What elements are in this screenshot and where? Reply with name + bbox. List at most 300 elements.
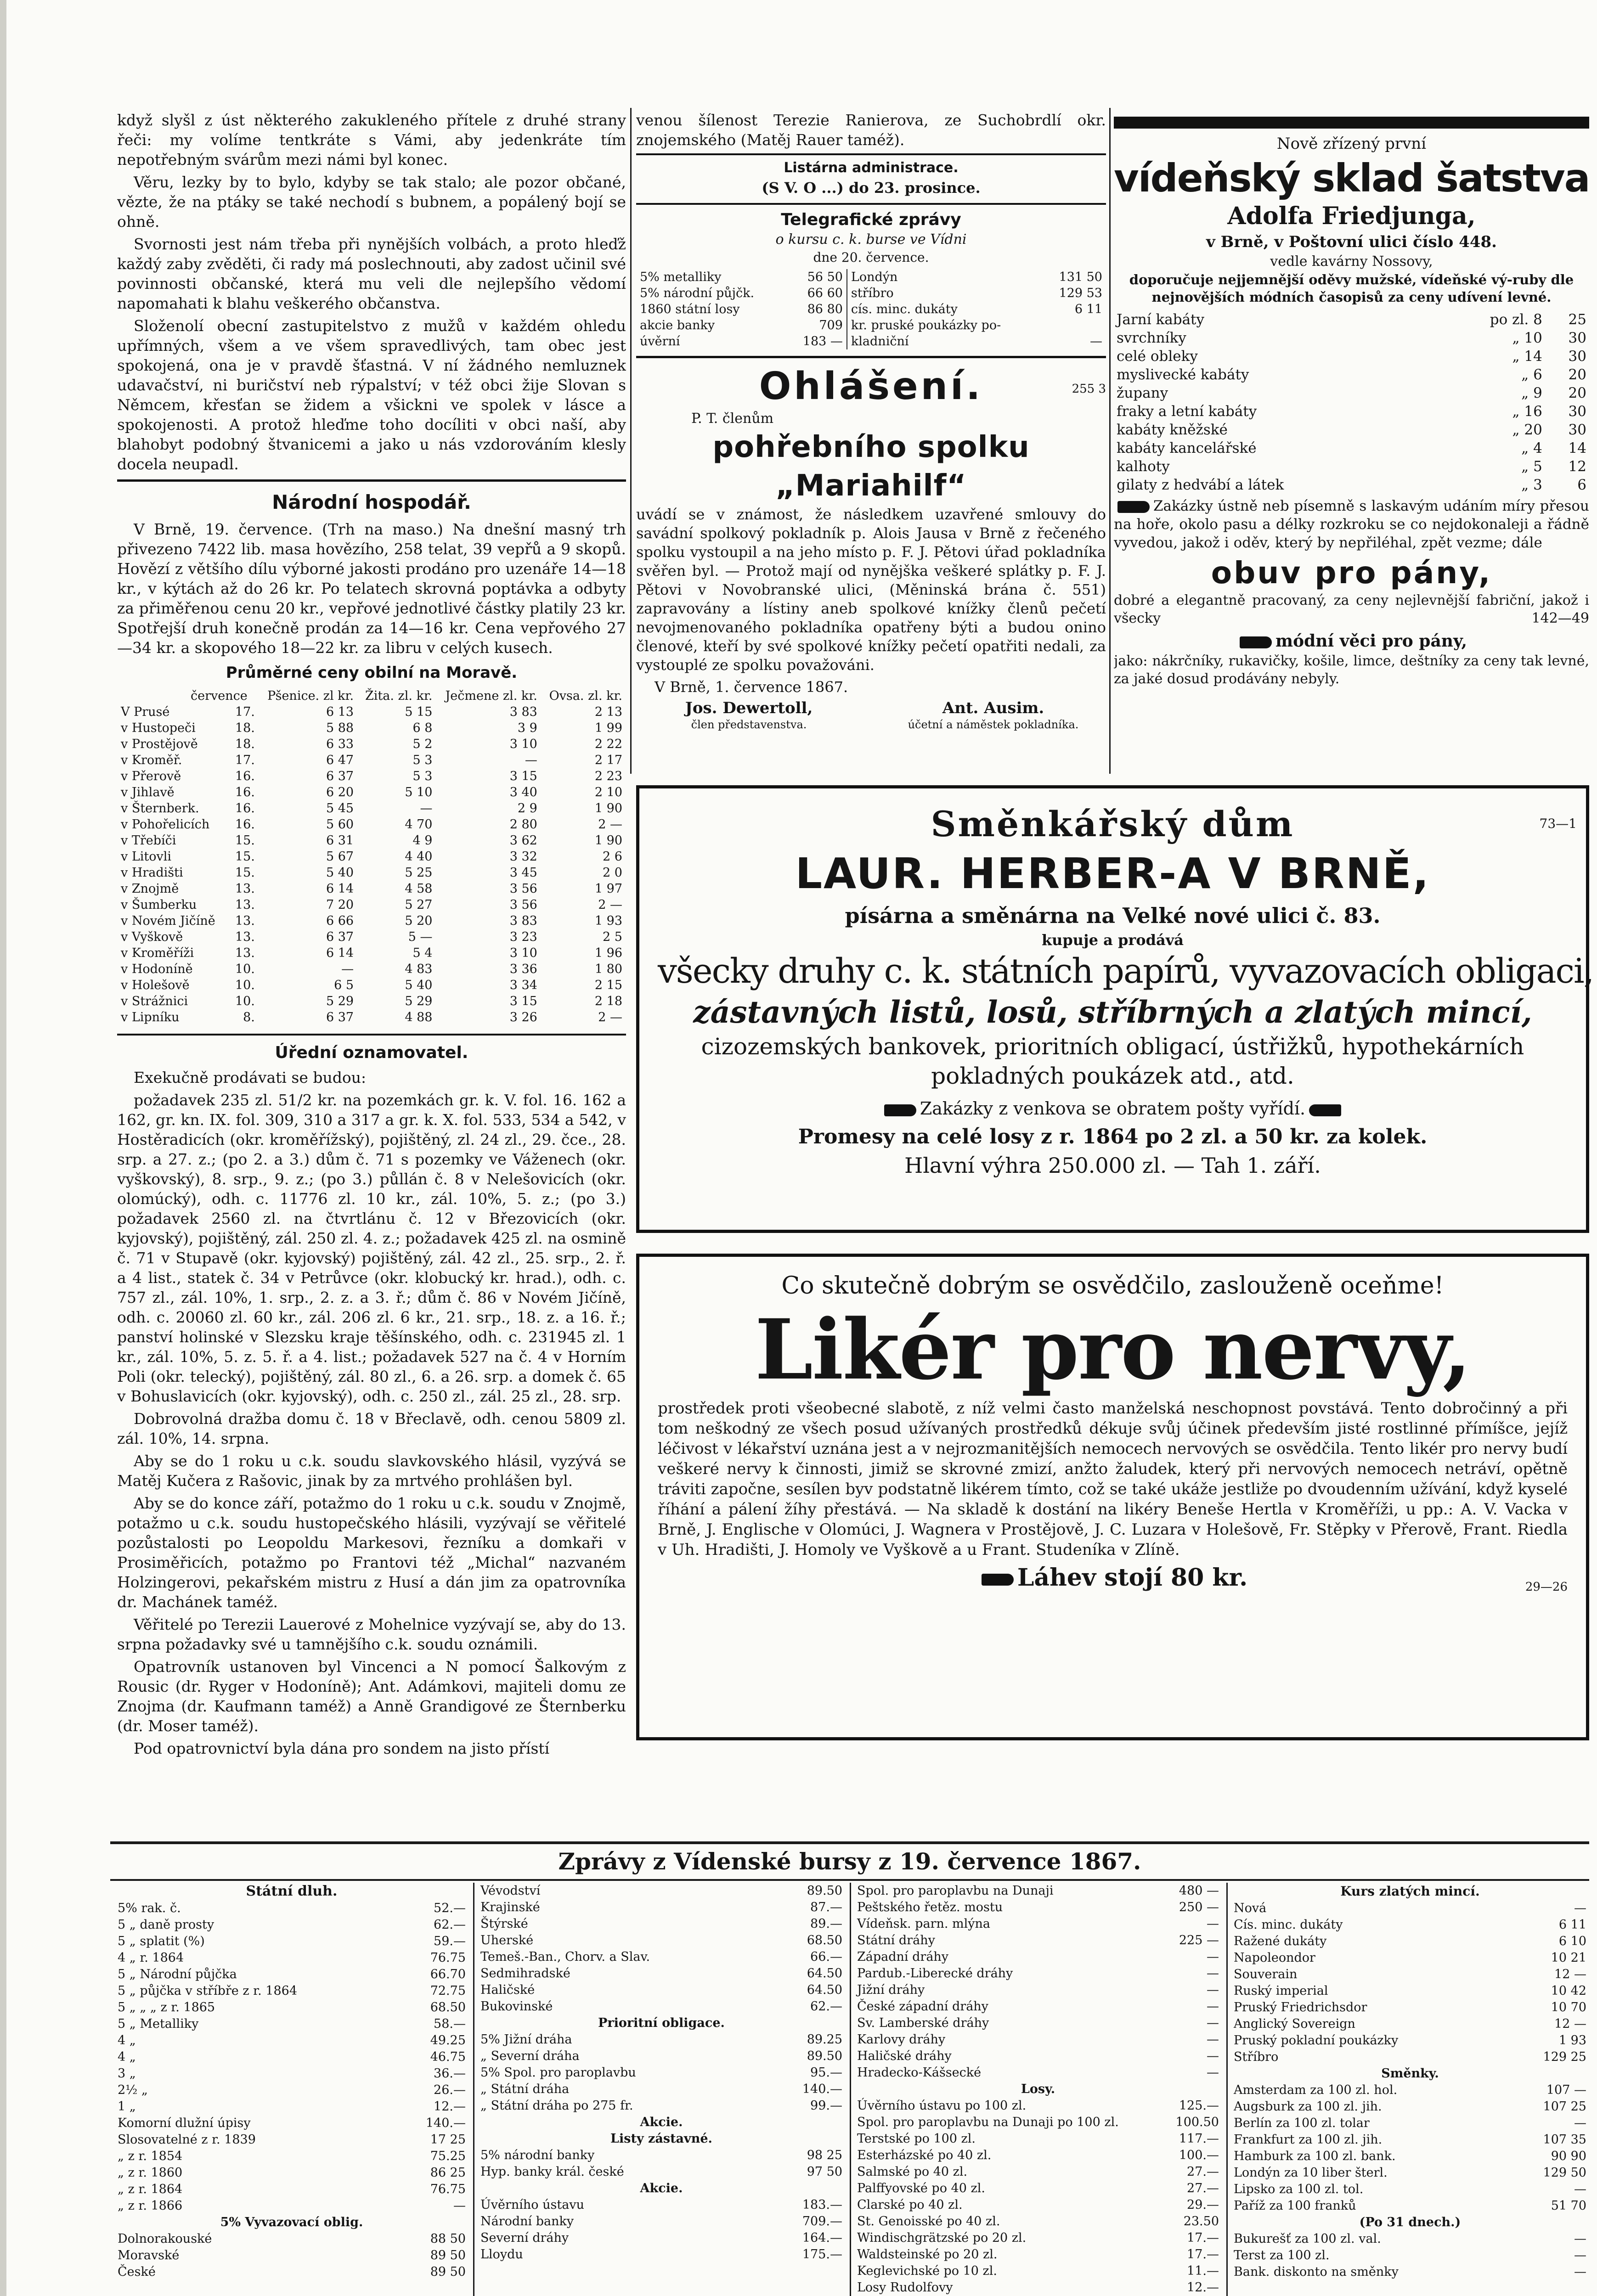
bursa-value: 66.70	[430, 1967, 466, 1981]
telegraph-cell: 5% metalliky	[640, 270, 722, 284]
bursa-row	[478, 2197, 845, 2213]
grain-price-cell: 6 37	[326, 930, 354, 944]
grain-price-cell: 5 45	[326, 801, 354, 816]
grain-price-cell: 1 97	[594, 882, 622, 896]
column-rule	[1109, 108, 1111, 774]
bursa-label: 5 „ Metalliky	[118, 2017, 199, 2031]
section-divider	[636, 356, 1106, 358]
bursa-row	[115, 2264, 468, 2280]
clothing-item-cell: „ 6	[1521, 366, 1542, 383]
bursa-value: —	[1574, 2116, 1586, 2130]
telegraph-cell: 66 60	[788, 285, 847, 301]
grain-price-cell: v Kroměříži	[121, 946, 194, 960]
grain-price-row	[117, 833, 626, 849]
grain-price-row	[117, 849, 626, 865]
bursa-row	[115, 2099, 468, 2115]
bursa-row	[478, 2164, 845, 2180]
grain-price-cell: 2 9	[517, 801, 537, 816]
clothing-item-cell: „ 3	[1521, 477, 1542, 493]
grain-price-cell: v Lipníku	[121, 1010, 180, 1024]
place-date: V Brně, 1. července 1867.	[655, 678, 848, 696]
bursa-label: České západní dráhy	[857, 1999, 988, 2014]
grain-price-cell: 3 56	[509, 882, 537, 896]
bursa-column-2	[478, 1883, 845, 2296]
telegraph-cell: 5% národní půjčk.	[640, 286, 755, 300]
telegraph-cell: Londýn	[851, 270, 898, 284]
grain-price-cell: 5 20	[405, 914, 433, 928]
clothing-item-cell: 14	[1568, 440, 1586, 456]
bursa-label: Státní dráhy	[857, 1933, 935, 1947]
bursa-label: Losy Rudolfovy	[857, 2280, 953, 2295]
grain-price-row	[117, 977, 626, 993]
kupuje-prodava: kupuje a prodává	[1041, 931, 1184, 949]
uredni-paragraph: Dobrovolná dražba domu č. 18 v Břeclavě, odh. cenou 5809 zl. zál. 10%, 14. srpna.	[117, 1410, 626, 1447]
smenkarsky-zakazky	[658, 1094, 1568, 1123]
bursa-value: 117.—	[1179, 2132, 1219, 2146]
bursa-label: Lloydu	[480, 2247, 523, 2262]
bursa-label: „ Státní dráha po 275 fr.	[480, 2099, 633, 2113]
bursa-label: Souverain	[1234, 1967, 1298, 1981]
bursa-value: 89.25	[807, 2032, 842, 2047]
bursa-value: 72.75	[430, 1984, 466, 1998]
bursa-row	[1231, 1966, 1589, 1983]
clothing-item-cell: 20	[1568, 385, 1586, 401]
bursa-value: 89.50	[807, 2049, 842, 2063]
clothing-item-cell: kabáty kancelářské	[1117, 440, 1257, 456]
grain-price-cell: v Šternberk.	[121, 801, 199, 816]
grain-price-cell: 1 80	[594, 962, 622, 976]
bursa-label: „ z r. 1860	[118, 2166, 183, 2180]
bursa-row	[854, 1916, 1222, 1932]
grain-price-cell: 1 93	[594, 914, 622, 928]
grain-price-cell: 2 18	[594, 994, 622, 1008]
bursa-value: 95.—	[810, 2065, 842, 2080]
grain-price-row	[117, 720, 626, 736]
grain-price-cell: 3 45	[509, 866, 537, 880]
bursa-row	[854, 2197, 1222, 2213]
bursa-row	[1231, 2082, 1589, 2099]
signature-1	[636, 698, 862, 732]
bursa-label: Severní dráhy	[480, 2231, 569, 2245]
uredni-oznamovatel-title: Úřední oznamovatel.	[275, 1043, 468, 1062]
bursa-row	[854, 2114, 1222, 2131]
ohlaseni-title: Ohlášení.	[759, 365, 983, 408]
grain-price-row	[117, 865, 626, 881]
kurs-mince-title: Kurs zlatých mincí.	[1340, 1884, 1480, 1899]
bursa-value: 12 —	[1554, 2017, 1586, 2031]
bursa-label: Jižní dráhy	[857, 1983, 925, 1997]
grain-price-cell: 3 62	[509, 833, 537, 848]
grain-price-cell: 3 9	[517, 721, 537, 735]
grain-price-cell: 5 15	[405, 705, 433, 719]
grain-price-cell: 16.	[235, 801, 255, 816]
smenkarsky-zakazky-text: Zakázky z venkova se obratem pošty vyřídí.	[920, 1098, 1306, 1119]
grain-price-table	[117, 688, 626, 1025]
grain-price-header	[117, 688, 626, 704]
bursa-value: 250 —	[1179, 1900, 1219, 1914]
bursa-row	[115, 1999, 468, 2016]
bursa-label: Spol. pro paroplavbu na Dunaji po 100 zl.	[857, 2115, 1119, 2129]
bursa-row	[478, 2032, 845, 2048]
grain-price-row	[117, 736, 626, 752]
grain-price-cell: 5 3	[412, 769, 433, 783]
bursa-label: Vévodství	[480, 1884, 541, 1898]
telegraph-row	[636, 301, 1106, 317]
bursa-row	[478, 2015, 845, 2032]
bursa-row	[854, 1965, 1222, 1982]
grain-price-cell: 3 26	[509, 1010, 537, 1024]
bursa-label: Spol. pro paroplavbu na Dunaji	[857, 1884, 1054, 1898]
bursa-label: Štýrské	[480, 1917, 528, 1931]
intro-paragraph-1: když slyšl z úst některého zakukleného přítele z druhé strany řeči: my volíme tentkráte s Vámi, aby jedenkráte tím nepotřebným svárům mezi námi byl konec.	[117, 111, 626, 169]
clothing-item-row	[1114, 439, 1589, 457]
bursa-row	[478, 1965, 845, 1982]
grain-price-cell: 6 20	[326, 785, 354, 799]
clothing-item-cell: 30	[1568, 403, 1586, 420]
bursa-label: Úvěrního ústavu po 100 zl.	[857, 2099, 1027, 2113]
bursa-label: Národní banky	[480, 2214, 574, 2228]
smenkarsky-dum-ad	[636, 785, 1594, 1233]
bursa-value: 10 21	[1551, 1951, 1586, 1965]
grain-price-cell: 4 9	[412, 833, 433, 848]
prumerne-ceny-title: Průměrné ceny obilní na Moravě.	[226, 664, 518, 682]
bursa-value: 59.—	[434, 1934, 466, 1948]
grain-price-cell: 6 37	[326, 1010, 354, 1024]
grain-price-cell: 2 13	[594, 705, 622, 719]
signature-1-name: Jos. Dewertoll,	[685, 699, 813, 717]
grain-price-cell: v Strážnici	[121, 994, 188, 1008]
bursa-label: Windischgrätzské po 20 zl.	[857, 2231, 1027, 2245]
bursa-row	[854, 1899, 1222, 1916]
bursa-label: „ Severní dráha	[480, 2049, 580, 2063]
grain-price-cell: 2 6	[603, 850, 622, 864]
bursa-value: 107 25	[1543, 2099, 1586, 2114]
bursa-label: 5 „ půjčka v stříbře z r. 1864	[118, 1984, 297, 1998]
bursa-value: —	[1574, 2232, 1586, 2246]
grain-price-cell: 5 —	[408, 930, 433, 944]
grain-price-cell: 10.	[235, 962, 255, 976]
bursa-title-rule	[110, 1879, 1589, 1881]
bursa-label: 5% rak. č.	[118, 1901, 181, 1915]
bursa-label: Napoleondor	[1234, 1951, 1315, 1965]
bursa-row	[1231, 2016, 1589, 2032]
bursa-title: Zprávy z Vídenské bursy z 19. července 1867.	[558, 1848, 1141, 1875]
bursa-label: Listy zástavné.	[610, 2132, 712, 2146]
grain-price-cell: 1 90	[594, 833, 622, 848]
smenkarsky-line-3: cizozemských bankovek, prioritních obligací, ústřižků, hypothekárních pokladných poukázek atd., atd.	[701, 1033, 1524, 1089]
bursa-label: Západní dráhy	[857, 1950, 949, 1964]
bursa-value: 164.—	[802, 2231, 842, 2245]
telegraph-row	[636, 317, 1106, 333]
bursa-label: Waldsteinské po 20 zl.	[857, 2247, 998, 2262]
bursa-row	[854, 2213, 1222, 2230]
telegraph-cell: 709	[788, 317, 847, 333]
grain-price-row	[117, 993, 626, 1009]
grain-price-cell: 4 58	[405, 882, 433, 896]
grain-price-cell: 6 66	[326, 914, 354, 928]
bursa-value: —	[1207, 2016, 1219, 2030]
bursa-value: —	[1207, 2065, 1219, 2080]
bursa-value: 88 50	[430, 2232, 466, 2246]
grain-price-cell: 6 37	[326, 769, 354, 783]
bursa-value: 107 35	[1543, 2133, 1586, 2147]
grain-price-cell: 7 20	[326, 898, 354, 912]
grain-price-row	[117, 704, 626, 720]
bursa-value: 99.—	[810, 2099, 842, 2113]
bursa-label: Směnky.	[1381, 2066, 1439, 2081]
bursa-value: 51 70	[1551, 2199, 1586, 2213]
bursa-row	[854, 1998, 1222, 2015]
bursa-row	[1231, 2032, 1589, 2049]
grain-price-cell: 3 32	[509, 850, 537, 864]
smenkarsky-address: písárna a směnárna na Velké nové ulici č. 83.	[845, 903, 1381, 928]
grain-price-cell: 2 5	[603, 930, 622, 944]
clothing-item-row	[1114, 347, 1589, 366]
grain-price-cell: 5 29	[326, 994, 354, 1008]
telegraph-row	[636, 285, 1106, 301]
section-divider	[636, 203, 1106, 205]
grain-price-cell: 6 14	[326, 882, 354, 896]
grain-price-cell: v Jihlavě	[121, 785, 175, 799]
bursa-value: 89 50	[430, 2248, 466, 2262]
clothing-item-cell: „ 20	[1512, 422, 1542, 438]
clothing-item-cell: myslivecké kabáty	[1117, 366, 1249, 383]
bursa-label: Cís. minc. dukáty	[1234, 1918, 1343, 1932]
grain-price-row	[117, 800, 626, 816]
grain-price-cell: 13.	[235, 898, 255, 912]
bursa-value: 6 11	[1558, 1918, 1586, 1932]
bursa-value: 46.75	[430, 2050, 466, 2064]
bursa-value: 17.—	[1187, 2231, 1219, 2245]
bursa-value: 175.—	[802, 2247, 842, 2262]
bursa-value: 62.—	[810, 1999, 842, 2014]
bursa-value: 64.50	[807, 1966, 842, 1981]
clothing-item-cell: „ 4	[1521, 440, 1542, 456]
bursa-label: Amsterdam za 100 zl. hol.	[1234, 2083, 1398, 2097]
bursa-label: Terstské po 100 zl.	[857, 2132, 976, 2146]
grain-price-cell: 16.	[235, 817, 255, 832]
hlavni-vyhra: Hlavní výhra 250.000 zl. — Tah 1. září.	[904, 1153, 1321, 1178]
clothing-price-table	[1114, 310, 1589, 494]
bursa-value: 709.—	[802, 2214, 842, 2228]
grain-price-cell: 5 60	[326, 817, 354, 832]
bursa-value: 12.—	[1187, 2280, 1219, 2295]
bursa-row	[478, 1899, 845, 1916]
owner-name: Adolfa Friedjunga,	[1227, 202, 1476, 230]
bursa-row	[1231, 2165, 1589, 2181]
grain-price-cell: 18.	[235, 737, 255, 751]
page-edge-left	[0, 0, 6, 2296]
pt-clenum: P. T. členům	[691, 411, 774, 427]
bursa-row	[1231, 2264, 1589, 2280]
modni-veci	[1114, 630, 1589, 652]
bursa-row	[115, 2214, 468, 2231]
grain-price-cell: v Hodoníně	[121, 962, 193, 976]
bursa-value: 183.—	[802, 2198, 842, 2212]
bursa-value: 64.50	[807, 1983, 842, 1997]
bursa-row	[854, 2131, 1222, 2147]
bursa-row	[115, 2032, 468, 2049]
modni-veci-title: módní věci pro pány,	[1275, 631, 1467, 651]
grain-header-cell: Žita. zl. kr.	[365, 689, 433, 703]
grain-price-cell: 15.	[235, 866, 255, 880]
bursa-value: —	[1207, 1966, 1219, 1981]
telegraph-cell: kladniční	[851, 334, 909, 349]
grain-price-cell: 6 13	[326, 705, 354, 719]
grain-price-cell: 5 10	[405, 785, 433, 799]
zakazky-text	[1114, 497, 1589, 552]
uredni-oznamovatel-body	[117, 1068, 626, 1758]
grain-price-rows	[117, 704, 626, 1025]
grain-price-row	[117, 816, 626, 833]
signature-1-role: člen představenstva.	[691, 718, 807, 731]
grain-price-cell: 1 99	[594, 721, 622, 735]
grain-price-cell: 5 67	[326, 850, 354, 864]
bursa-row	[854, 2279, 1222, 2296]
bursa-column-3	[854, 1883, 1222, 2296]
bursa-row	[478, 2048, 845, 2065]
zakazky-text-content: Zakázky ústně neb písemně s laskavým udáním míry přesou na hoře, okolo pasu a délky rozkroku se co nejdokonaleji a řádně vyvedou, jakož i oděv, který by nepřiléhal, zpět vezme; dále	[1114, 498, 1589, 551]
bursa-value: 12 —	[1554, 1967, 1586, 1981]
grain-price-row	[117, 881, 626, 897]
bursa-label: 5% národní banky	[480, 2148, 595, 2162]
bursa-label: Haličské dráhy	[857, 2049, 952, 2063]
grain-price-cell: 3 34	[509, 978, 537, 992]
bursa-value: —	[1207, 2032, 1219, 2047]
bursa-label: Moravské	[118, 2248, 180, 2262]
grain-header-cell: července	[191, 689, 248, 703]
spolek-title: pohřebního spolku „Mariahilf“	[712, 430, 1030, 503]
bursa-value: —	[453, 2199, 466, 2213]
bursa-value: 68.50	[430, 2000, 466, 2015]
telegraph-cell: 131 50	[1059, 270, 1102, 284]
bursa-row	[115, 2198, 468, 2214]
grain-price-cell: 16.	[235, 785, 255, 799]
telegraph-cell: —	[1090, 334, 1102, 349]
bursa-rows-3	[854, 1883, 1222, 2296]
grain-price-cell: 17.	[235, 705, 255, 719]
bursa-value: 6 10	[1558, 1934, 1586, 1948]
bursa-row	[478, 2213, 845, 2230]
grain-price-cell: 3 10	[509, 737, 537, 751]
clothing-price-rows	[1114, 310, 1589, 494]
uredni-paragraph: Aby se do konce září, potažmo do 1 roku u c.k. soudu v Znojmě, potažmo u c.k. soudu hustopečského hlásili, vyzývají se věřitelé pozůstalosti po Leopoldu Markesovi, řezníku a domkaři v Prosiměřicích, potažmo po Frantovi též „Michal“ nazvaném Holzingerovi, pekařském mistru z Husí a dán jim za opatrovníka dr. Machánek taméž.	[117, 1494, 626, 1611]
grain-price-cell: 1 96	[594, 946, 622, 960]
bursa-rows-2	[478, 1883, 845, 2263]
bursa-row	[478, 2114, 845, 2131]
bursa-label: Sedmihradské	[480, 1966, 570, 1981]
grain-price-cell: 13.	[235, 914, 255, 928]
bursa-label: Karlovy dráhy	[857, 2032, 946, 2047]
bursa-row	[1231, 2099, 1589, 2115]
bursa-value: 29.—	[1187, 2198, 1219, 2212]
bursa-row	[115, 2231, 468, 2247]
telegraph-cell: stříbro	[851, 286, 894, 300]
bursa-row	[1231, 1950, 1589, 1966]
grain-price-cell: 2 —	[598, 898, 622, 912]
bursa-value: 98 25	[807, 2148, 842, 2162]
smenkarsky-number: 73—1	[1539, 816, 1577, 831]
column-rule	[630, 108, 632, 774]
bursa-row	[478, 2081, 845, 2098]
bursa-value: 107 —	[1546, 2083, 1586, 2097]
bursa-column-4	[1231, 1883, 1589, 2296]
grain-price-cell: 10.	[235, 978, 255, 992]
bursa-row	[115, 2016, 468, 2032]
clothing-item-cell: Jarní kabáty	[1117, 311, 1205, 328]
liker-title: Likér pro nervy,	[755, 1301, 1471, 1398]
smenkarsky-line-1: všecky druhy c. k. státních papírů, vyvazovacích obligaci,	[658, 951, 1594, 991]
bursa-row	[854, 1883, 1222, 1899]
bursa-value: 62.—	[434, 1918, 466, 1932]
modni-veci-text: jako: nákrčníky, rukavičky, košile, limce, deštníky za ceny tak levné, za jaké dosud prodávány nebyly.	[1114, 653, 1589, 687]
clothing-item-cell: „ 9	[1521, 385, 1542, 401]
uredni-paragraph: Věřitelé po Terezii Lauerové z Mohelnice vyzývají se, aby do 13. srpna požadavky své u tamnějšího c.k. soudu oznámili.	[117, 1615, 626, 1653]
bursa-label: 5 „ „ „ z r. 1865	[118, 2000, 215, 2015]
bursa-label: 5 „ daně prosty	[118, 1918, 214, 1932]
obuv-text	[1114, 591, 1589, 627]
telegraph-row	[636, 269, 1106, 285]
bursa-value: 76.75	[430, 2182, 466, 2196]
bursa-row	[1231, 1933, 1589, 1950]
bursa-label: Keglevichské po 10 zl.	[857, 2264, 998, 2278]
bursa-row	[1231, 2214, 1589, 2231]
grain-price-cell: 2 10	[594, 785, 622, 799]
bursa-row	[1231, 1983, 1589, 1999]
bursa-label: Frankfurt za 100 zl. jih.	[1234, 2133, 1383, 2147]
grain-price-cell: 6 14	[326, 946, 354, 960]
bursa-row	[854, 2246, 1222, 2263]
telegraph-cell: 6 11	[1074, 302, 1102, 316]
ohlaseni-number: 255 3	[1072, 382, 1106, 396]
clothing-item-cell: fraky a letní kabáty	[1117, 403, 1257, 420]
bursa-label: Hamburk za 100 zl. bank.	[1234, 2149, 1396, 2163]
telegraph-cell: 86 80	[788, 301, 847, 317]
bursa-label: Sv. Lamberské dráhy	[857, 2016, 989, 2030]
bursa-value: 97 50	[807, 2165, 842, 2179]
grain-price-row	[117, 929, 626, 945]
telegraph-cell: úvěrní	[640, 334, 680, 349]
telegraph-rate-table	[636, 269, 1106, 349]
pointing-hand-icon	[884, 1104, 916, 1116]
bursa-row	[1231, 2148, 1589, 2165]
telegraph-rows	[636, 269, 1106, 349]
bursa-row	[115, 2065, 468, 2082]
clothing-item-cell: „ 16	[1512, 403, 1542, 420]
bursa-row	[115, 2181, 468, 2198]
grain-price-cell: 2 22	[594, 737, 622, 751]
bursa-label: Augsburk za 100 zl. jih.	[1234, 2099, 1382, 2114]
bursa-label: „ z r. 1854	[118, 2149, 183, 2163]
bursa-row	[478, 1883, 845, 1899]
bursa-row	[854, 1982, 1222, 1998]
bursa-label: Haličské	[480, 1983, 535, 1997]
bursa-row	[854, 2081, 1222, 2098]
clothing-item-row	[1114, 402, 1589, 421]
bursa-row	[1231, 2132, 1589, 2148]
bursa-row	[115, 2132, 468, 2148]
bursa-label: Lipsko za 100 zl. tol.	[1234, 2182, 1364, 2196]
grain-price-cell: v Šumberku	[121, 898, 197, 912]
smenkarsky-line-2: zástavných listů, losů, stříbrných a zlatých mincí,	[693, 994, 1532, 1030]
section-divider	[117, 479, 626, 482]
grain-price-cell: 6 8	[412, 721, 433, 735]
uredni-paragraph: Opatrovník ustanoven byl Vincenci a N pomocí Šalkovým z Rousic (dr. Ryger v Hodoníně); Ant. Adámkovi, majiteli domu ze Znojma (dr. Kaufmann taméž) a Anně Grandigové ze Šternberku (dr. Moser taméž).	[117, 1658, 626, 1735]
grain-price-cell: 2 17	[594, 753, 622, 767]
bursa-label: Úvěrního ústavu	[480, 2198, 584, 2212]
clothing-item-cell: 25	[1568, 311, 1586, 328]
intro-paragraph-3: Svornosti jest nám třeba při nynějších volbách, a proto hleďž každý zaby zvěděti, či rady má poslechnouti, aby zadost učinil své povinnosti občanské, která mu veli dle nejlepšího vědomí napomahati k blahu veškerého občanstva.	[117, 235, 626, 312]
